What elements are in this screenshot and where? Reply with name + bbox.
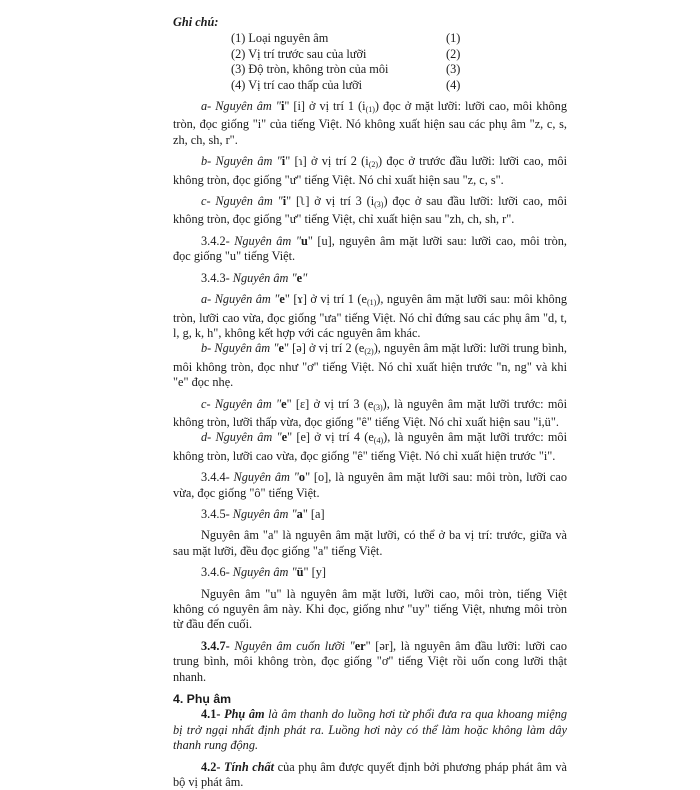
para-lead: c- Nguyên âm " bbox=[201, 194, 283, 209]
note-row bbox=[231, 31, 567, 46]
para-rest: " [a] bbox=[302, 506, 325, 521]
vowel-i-para-a bbox=[173, 99, 567, 148]
para-rest: " [ər], là nguyên âm đầu lưỡi: lưỡi cao trung bình, môi không tròn, đọc giống "ơ" tiếng Việt rồi uốn cong lưỡi thật nhanh. bbox=[173, 638, 568, 684]
para-mid: " [ʅ] ở vị trí 3 (i bbox=[286, 194, 375, 209]
section-3-4-5 bbox=[173, 507, 567, 522]
section-number: 3.4.4- bbox=[201, 470, 234, 485]
subscript: (1) bbox=[365, 105, 375, 115]
subscript: (3) bbox=[374, 200, 384, 210]
para-mid: " [ɛ] ở vị trí 3 (e bbox=[286, 396, 374, 411]
vowel-letter: er bbox=[354, 638, 366, 653]
para-lead: d- Nguyên âm " bbox=[201, 430, 282, 445]
section-3-4-5-para: Nguyên âm "a" là nguyên âm mặt lưỡi, có thể ở ba vị trí: trước, giữa và sau mặt lưỡi, đều đọc giống "a" tiếng Việt. bbox=[173, 528, 567, 558]
vowel-e-para-a bbox=[173, 292, 567, 341]
para-rest: " [o], là nguyên âm mặt lưỡi sau: môi tròn, lưỡi cao vừa, đọc giống "ô" tiếng Việt. bbox=[173, 470, 567, 500]
section-number: 4.1- bbox=[201, 707, 225, 722]
note-row bbox=[231, 78, 567, 93]
vowel-letter: i bbox=[281, 154, 286, 169]
term: Tính chất bbox=[224, 759, 275, 774]
vowel-e-para-b bbox=[173, 341, 567, 390]
section-3-4-4 bbox=[173, 470, 567, 501]
section-3-4-7 bbox=[173, 639, 567, 685]
section-4-1 bbox=[173, 707, 567, 753]
section-3-4-6-para: Nguyên âm "u" là nguyên âm mặt lưỡi, lưỡi cao, môi tròn, tiếng Việt không có nguyên âm này. Khi đọc, giống như "uy" tiếng Việt, nhưng môi tròn từ đầu đến cuối. bbox=[173, 586, 567, 632]
para-lead: a- Nguyên âm " bbox=[201, 99, 281, 114]
vowel-letter: u bbox=[300, 233, 308, 248]
vowel-letter: e bbox=[278, 341, 284, 356]
vowel-letter: e bbox=[296, 270, 303, 285]
note-text: (4) Vị trí cao thấp của lưỡi bbox=[231, 77, 363, 92]
para-rest: ), là nguyên âm mặt lưỡi trước: môi không tròn, lưỡi thấp vừa, đọc giống "ê" tiếng Việt. Nó chỉ xuất hiện sau "i,ü". bbox=[173, 396, 567, 429]
section-3-4-6 bbox=[173, 565, 567, 580]
subscript: (2) bbox=[368, 160, 379, 170]
para-rest: ), nguyên âm mặt lưỡi: lưỡi trung bình, môi không tròn, đọc như "ơ" tiếng Việt. Nó chỉ xuất hiện trước "n, ng" và khi "e" đọc nhẹ. bbox=[173, 341, 567, 390]
note-row bbox=[231, 47, 567, 62]
para-mid: " [e] ở vị trí 4 (e bbox=[287, 430, 374, 445]
vowel-i-para-c bbox=[173, 194, 567, 228]
para-lead: Nguyên âm " bbox=[232, 565, 297, 580]
para-rest: của phụ âm được quyết định bởi phương pháp phát âm và bộ vị phát âm. bbox=[173, 759, 567, 790]
para-lead: a- Nguyên âm " bbox=[201, 292, 280, 307]
section-4-heading: 4. Phụ âm bbox=[173, 692, 232, 707]
notes-heading: Ghi chú: bbox=[173, 15, 219, 29]
term: Phụ âm bbox=[224, 707, 265, 722]
section-3-4-2 bbox=[173, 234, 567, 265]
note-row bbox=[231, 62, 567, 77]
para-close: " bbox=[302, 270, 308, 285]
para-lead: c- Nguyên âm " bbox=[201, 396, 282, 411]
vowel-letter: a bbox=[296, 506, 303, 521]
section-number: 4.2- bbox=[201, 759, 225, 774]
note-number: (1) bbox=[446, 31, 461, 46]
section-number: 3.4.3- bbox=[201, 270, 233, 285]
note-text: (2) Vị trí trước sau của lưỡi bbox=[231, 46, 367, 61]
section-number: 3.4.2- bbox=[201, 233, 235, 248]
vowel-letter: e bbox=[279, 292, 285, 307]
para-lead: b- Nguyên âm " bbox=[201, 154, 282, 169]
para-rest: ) đọc ở trước đầu lưỡi: lưỡi cao, môi không tròn, đọc giống "ư" tiếng Việt. Nó chỉ xuất hiện sau "z, c, s". bbox=[173, 154, 567, 187]
para-lead: b- Nguyên âm " bbox=[201, 341, 279, 356]
para-rest: ), nguyên âm mặt lưỡi sau: môi không tròn, lưỡi cao vừa, đọc giống "ưa" tiếng Việt. Nó chỉ đứng sau các phụ âm "d, t, l, g, k, h", không kết hợp với các nguyên âm khác. bbox=[173, 292, 567, 340]
note-text: (1) Loại nguyên âm bbox=[231, 31, 329, 46]
section-number: 3.4.7- bbox=[201, 638, 235, 653]
note-number: (4) bbox=[446, 77, 461, 92]
para-lead: Nguyên âm cuốn lưỡi " bbox=[234, 638, 355, 653]
para-rest: ), là nguyên âm mặt lưỡi trước: môi không tròn, lưỡi cao vừa, đọc giống "ê" tiếng Việt. Nó chỉ xuất hiện trước "i". bbox=[173, 430, 567, 463]
para-lead: Nguyên âm " bbox=[234, 233, 301, 248]
section-number: 3.4.6- bbox=[201, 565, 233, 580]
vowel-letter: e bbox=[281, 396, 287, 411]
note-number: (2) bbox=[446, 46, 461, 61]
vowel-letter: o bbox=[298, 470, 306, 485]
para-mid: " [ɿ] ở vị trí 2 (i bbox=[285, 154, 369, 169]
vowel-letter: e bbox=[281, 430, 288, 445]
para-mid: " [ɤ] ở vị trí 1 (e bbox=[284, 292, 367, 307]
subscript: (2) bbox=[364, 347, 374, 357]
section-4-2 bbox=[173, 760, 567, 790]
vowel-letter: i bbox=[280, 99, 285, 114]
para-rest: ) đọc ở sau đầu lưỡi: lưỡi cao, môi không tròn, đọc giống "ư" tiếng Việt, chỉ xuất hiện sau "zh, ch, sh, r". bbox=[173, 194, 567, 227]
para-lead: Nguyên âm " bbox=[233, 470, 299, 485]
para-rest: ) đọc ở mặt lưỡi: lưỡi cao, môi không tròn, đọc giống "i" của tiếng Việt. Nó không xuất hiện sau các phụ âm "z, c, s, zh, ch, sh, r". bbox=[173, 99, 567, 147]
para-rest: là âm thanh do luồng hơi từ phổi đưa ra qua khoang miệng bị trở ngại nhất định phát ra. Luồng hơi này có thể làm hoặc không làm dây thanh rung động. bbox=[173, 707, 567, 753]
subscript: (3) bbox=[373, 402, 383, 412]
note-number: (3) bbox=[446, 62, 461, 77]
vowel-e-para-d bbox=[173, 430, 567, 464]
section-number: 3.4.5- bbox=[201, 506, 233, 521]
para-mid: " [ə] ở vị trí 2 (e bbox=[283, 341, 365, 356]
para-lead: Nguyên âm " bbox=[232, 506, 297, 521]
subscript: (1) bbox=[366, 298, 377, 308]
para-lead: Nguyên âm " bbox=[232, 270, 297, 285]
note-text: (3) Độ tròn, không tròn của môi bbox=[231, 62, 389, 77]
vowel-letter: ü bbox=[296, 565, 304, 580]
subscript: (4) bbox=[373, 436, 384, 446]
vowel-letter: i bbox=[282, 194, 287, 209]
para-rest: " [u], nguyên âm mặt lưỡi sau: lưỡi cao, môi tròn, đọc giống "u" tiếng Việt. bbox=[173, 233, 567, 264]
para-mid: " [i] ở vị trí 1 (i bbox=[284, 99, 366, 114]
vowel-i-para-b bbox=[173, 154, 567, 188]
vowel-e-para-c bbox=[173, 397, 567, 431]
text-block bbox=[173, 15, 567, 790]
section-3-4-3 bbox=[173, 271, 567, 286]
para-rest: " [y] bbox=[303, 565, 326, 580]
